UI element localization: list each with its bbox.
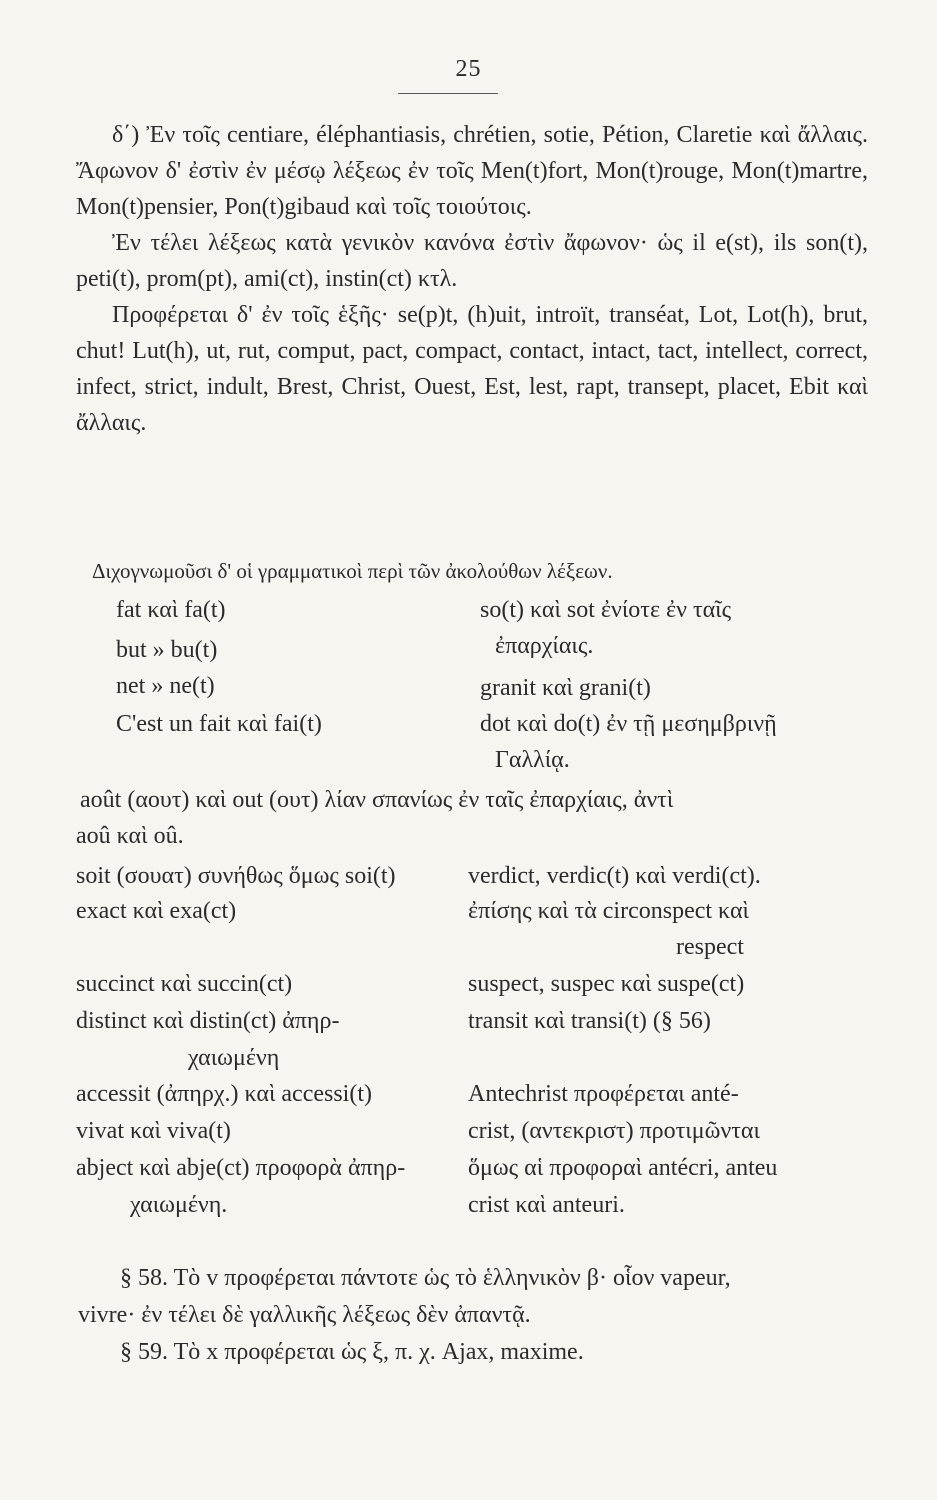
list-item: respect — [676, 934, 744, 960]
list-item: Antechrist προφέρεται anté- — [468, 1081, 739, 1107]
list-item: but » bu(t) — [116, 637, 218, 663]
list-item: accessit (ἀπηρχ.) καὶ accessi(t) — [76, 1081, 373, 1107]
paragraph-d-prime: δ΄) Ἐν τοῖς centiare, éléphantiasis, chrétien, sotie, Pétion, Claretie καὶ ἄλλαις. Ἄφωνον δ' ἐστὶν ἐν μέσῳ λέξεως ἐν τοῖς Men(t)fort, Mon(t)rouge, Mon(t)martre, Mon(t)pensier, Pon(t)gibaud καὶ τοῖς τοιούτοις. — [76, 122, 868, 220]
list-item: distinct καὶ distin(ct) ἀπηρ- — [76, 1008, 340, 1034]
list-item: verdict, verdic(t) καὶ verdi(ct). — [468, 863, 761, 889]
header-rule — [398, 93, 498, 94]
list-item: so(t) καὶ sot ἐνίοτε ἐν ταῖς — [480, 597, 732, 623]
section-59: § 59. Τὸ x προφέρεται ὡς ξ, π. χ. Ajax, maxime. — [120, 1339, 584, 1365]
list-item: crist καὶ anteuri. — [468, 1192, 625, 1218]
aout-line: août (αουτ) καὶ out (ουτ) λίαν σπανίως ἐν ταῖς ἐπαρχίαις, ἀντὶ — [80, 787, 674, 813]
list-item: ἐπαρχίαις. — [495, 633, 594, 659]
aout-line: aoû καὶ oû. — [76, 823, 184, 849]
list-item: exact καὶ exa(ct) — [76, 898, 237, 924]
list-item: χαιωμένη — [188, 1045, 280, 1071]
list-item: Γαλλίᾳ. — [495, 747, 570, 773]
list-item: transit καὶ transi(t) (§ 56) — [468, 1008, 711, 1034]
list-item: abject καὶ abje(ct) προφορὰ ἀπηρ- — [76, 1155, 406, 1181]
list-item: fat καὶ fa(t) — [116, 597, 226, 623]
section-58-continued: vivre· ἐν τέλει δὲ γαλλικῆς λέξεως δὲν ἀπαντᾷ. — [78, 1302, 531, 1328]
list-item: ὅμως αἱ προφοραὶ antécri, anteu — [468, 1155, 778, 1181]
list-item: C'est un fait καὶ fai(t) — [116, 711, 322, 737]
list-item: dot καὶ do(t) ἐν τῇ μεσημβρινῇ — [480, 711, 777, 737]
list-item: suspect, suspec καὶ suspe(ct) — [468, 971, 745, 997]
paragraph-word-end: Ἐν τέλει λέξεως κατὰ γενικὸν κανόνα ἐστὶν ἄφωνον· ὡς il e(st), ils son(t), peti(t), prom(pt), ami(ct), instin(ct) κτλ. — [76, 230, 868, 292]
list-item: net » ne(t) — [116, 673, 215, 699]
list-item: granit καὶ grani(t) — [480, 675, 651, 701]
disagree-heading: Διχογνωμοῦσι δ' οἱ γραμματικοὶ περὶ τῶν ἀκολούθων λέξεων. — [92, 559, 613, 583]
list-item: soit (σουατ) συνήθως ὅμως soi(t) — [76, 863, 396, 889]
list-item: χαιωμένη. — [130, 1192, 228, 1218]
list-item: vivat καὶ viva(t) — [76, 1118, 231, 1144]
list-item: succinct καὶ succin(ct) — [76, 971, 293, 997]
list-item: crist, (αντεκριστ) προτιμῶνται — [468, 1118, 760, 1144]
main-text — [76, 117, 868, 441]
page-number: 25 — [455, 56, 482, 82]
paragraph-pronounced: Προφέρεται δ' ἐν τοῖς ἑξῆς· se(p)t, (h)uit, introït, transéat, Lot, Lot(h), brut, chut! Lut(h), ut, rut, comput, pact, compact, contact, intact, tact, intellect, correct, infect, strict, indult, Brest, Christ, Ouest, Est, lest, rapt, transept, placet, Ebit καὶ ἄλλαις. — [76, 302, 868, 436]
section-58: § 58. Τὸ v προφέρεται πάντοτε ὡς τὸ ἑλληνικὸν β· οἷον vapeur, — [120, 1265, 731, 1291]
list-item: ἐπίσης καὶ τὰ circonspect καὶ — [468, 898, 749, 924]
